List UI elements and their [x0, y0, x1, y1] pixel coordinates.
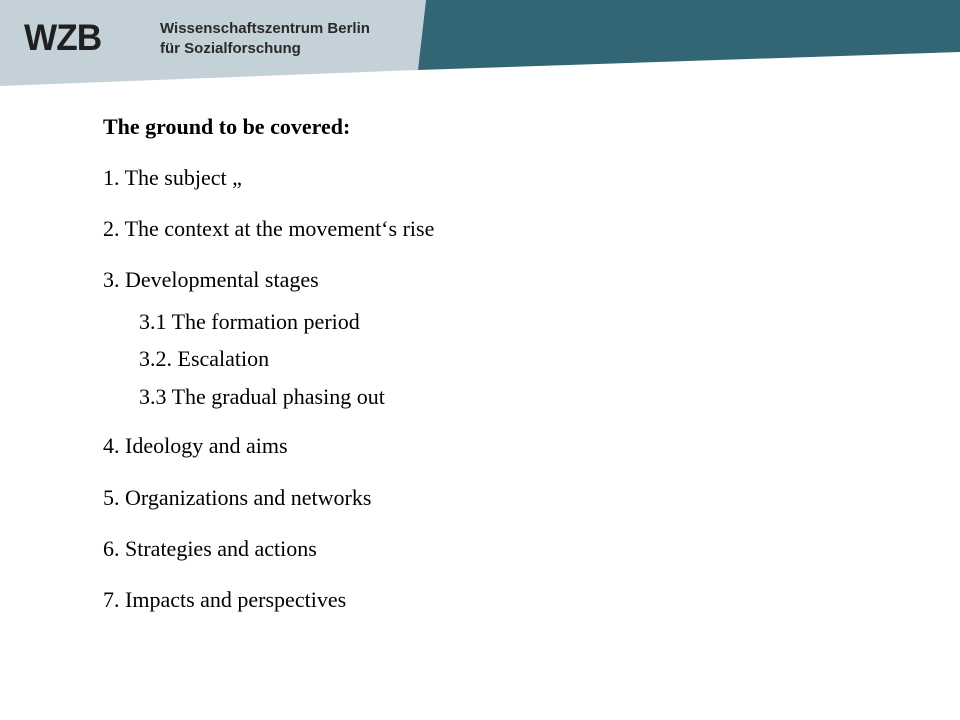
- outline-item-5: 5. Organizations and networks: [103, 485, 372, 510]
- outline-subitem-3-1: 3.1 The formation period: [139, 309, 360, 334]
- institute-name-line2: für Sozialforschung: [160, 40, 301, 57]
- outline-subitem-3-2: 3.2. Escalation: [139, 346, 270, 371]
- header-band-dark: [418, 0, 960, 70]
- wzb-logo: WZB: [24, 17, 102, 58]
- outline-item-7: 7. Impacts and perspectives: [103, 587, 347, 612]
- outline-item-3: 3. Developmental stages: [103, 267, 319, 292]
- institute-name-line1: Wissenschaftszentrum Berlin: [160, 20, 370, 37]
- slide-heading: The ground to be covered:: [103, 114, 351, 139]
- header-band-graphic: [0, 0, 960, 86]
- header-banner: [0, 0, 960, 86]
- outline-subitem-3-3: 3.3 The gradual phasing out: [139, 384, 385, 409]
- institute-name: [160, 19, 370, 59]
- outline-item-6: 6. Strategies and actions: [103, 536, 317, 561]
- outline-item-2: 2. The context at the movement‘s rise: [103, 216, 435, 241]
- outline-item-1: 1. The subject „: [103, 165, 242, 190]
- outline-item-4: 4. Ideology and aims: [103, 433, 288, 458]
